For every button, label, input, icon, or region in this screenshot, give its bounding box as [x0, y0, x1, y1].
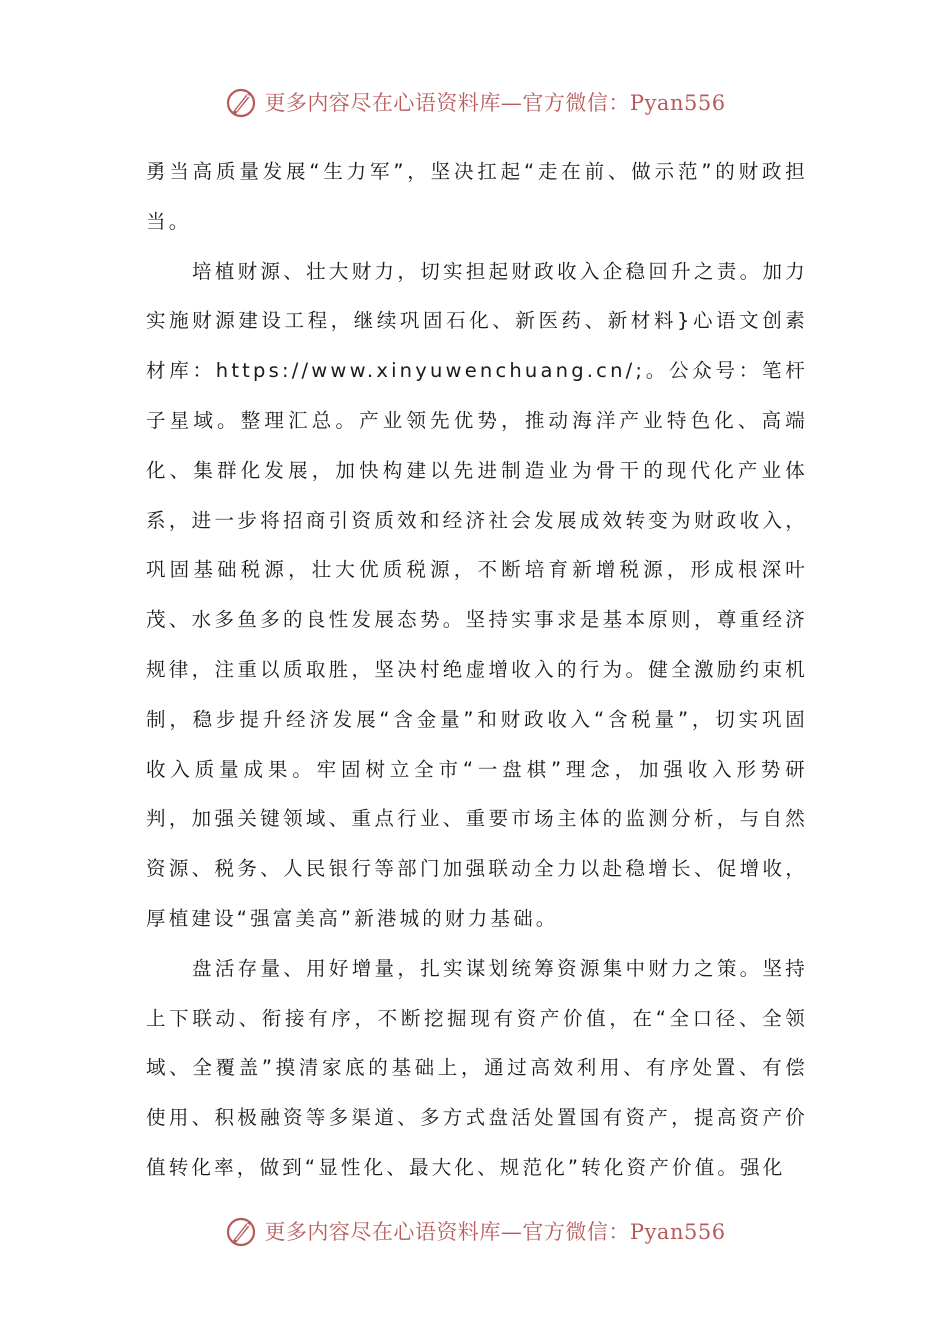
pen-nib-logo-icon [224, 1213, 260, 1249]
paragraph: 培植财源、壮大财力，切实担起财政收入企稳回升之责。加力实施财源建设工程，继续巩固石化、新医药、新材料}心语文创素材库：https://www.xinyuwenchuang.cn/;。公众号：笔杆子星域。整理汇总。产业领先优势，推动海洋产业特色化、高端化、集群化发展，加快构建以先进制造业为骨干的现代化产业体系，进一步将招商引资质效和经济社会发展成效转变为财政收入，巩固基础税源，壮大优质税源，不断培育新增税源，形成根深叶茂、水多鱼多的良性发展态势。坚持实事求是基本原则，尊重经济规律，注重以质取胜，坚决村绝虚增收入的行为。健全激励约束机制，稳步提升经济发展“含金量”和财政收入“含税量”，切实巩固收入质量成果。牢固树立全市“一盘棋”理念，加强收入形势研判，加强关键领域、重点行业、重要市场主体的监测分析，与自然资源、税务、人民银行等部门加强联动全力以赴稳增长、促增收，厚植建设“强富美高”新港城的财力基础。 [146, 259, 808, 930]
header-banner [0, 82, 950, 122]
banner-text: 更多内容尽在心语资料库—官方微信：Pyan556 [264, 91, 726, 115]
footer-banner [0, 1211, 950, 1251]
paragraph: 盘活存量、用好增量，扎实谋划统筹资源集中财力之策。坚持上下联动、衔接有序，不断挖掘现有资产价值，在“全口径、全领域、全覆盖”摸清家底的基础上，通过高效利用、有序处置、有偿使用、积极融资等多渠道、多方式盘活处置国有资产，提高资产价值转化率，做到“显性化、最大化、规范化”转化资产价值。强化 [146, 956, 808, 1179]
document-body [146, 147, 808, 1193]
paragraph: 勇当高质量发展“生力军”，坚决扛起“走在前、做示范”的财政担当。 [146, 160, 808, 233]
banner-text: 更多内容尽在心语资料库—官方微信：Pyan556 [264, 1220, 726, 1244]
pen-nib-logo-icon [224, 84, 260, 120]
